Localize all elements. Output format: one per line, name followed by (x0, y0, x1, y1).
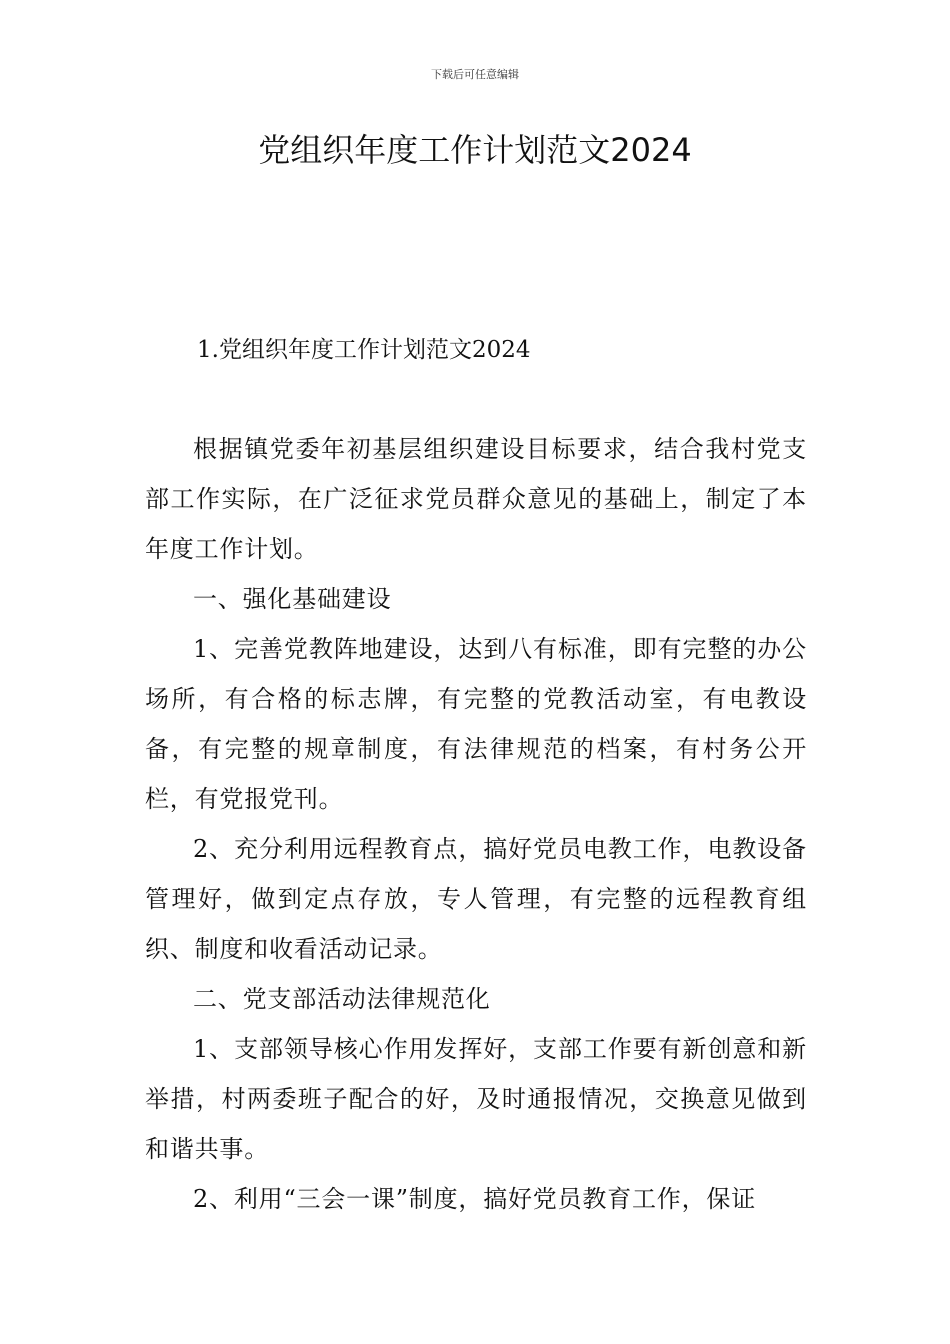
paragraph: 1、支部领导核心作用发挥好，支部工作要有新创意和新举措，村两委班子配合的好，及时通报情况，交换意见做到和谐共事。 (145, 1035, 807, 1163)
paragraph: 根据镇党委年初基层组织建设目标要求，结合我村党支部工作实际，在广泛征求党员群众意见的基础上，制定了本年度工作计划。 (145, 435, 807, 563)
document-title: 党组织年度工作计划范文2024 (258, 131, 692, 169)
section-heading: 二、党支部活动法律规范化 (193, 985, 491, 1013)
paragraph: 1、完善党教阵地建设，达到八有标准，即有完整的办公场所，有合格的标志牌，有完整的党教活动室，有电教设备，有完整的规章制度，有法律规范的档案，有村务公开栏，有党报党刊。 (145, 635, 807, 813)
paragraph: 2、充分利用远程教育点，搞好党员电教工作，电教设备管理好，做到定点存放，专人管理，有完整的远程教育组织、制度和收看活动记录。 (145, 835, 807, 963)
header-note: 下载后可任意编辑 (431, 68, 519, 81)
section-subtitle: 1.党组织年度工作计划范文2024 (197, 337, 531, 363)
document-body (145, 424, 807, 1224)
section-heading: 一、强化基础建设 (193, 585, 392, 613)
paragraph: 2、利用“三会一课”制度，搞好党员教育工作，保证 (193, 1185, 757, 1213)
